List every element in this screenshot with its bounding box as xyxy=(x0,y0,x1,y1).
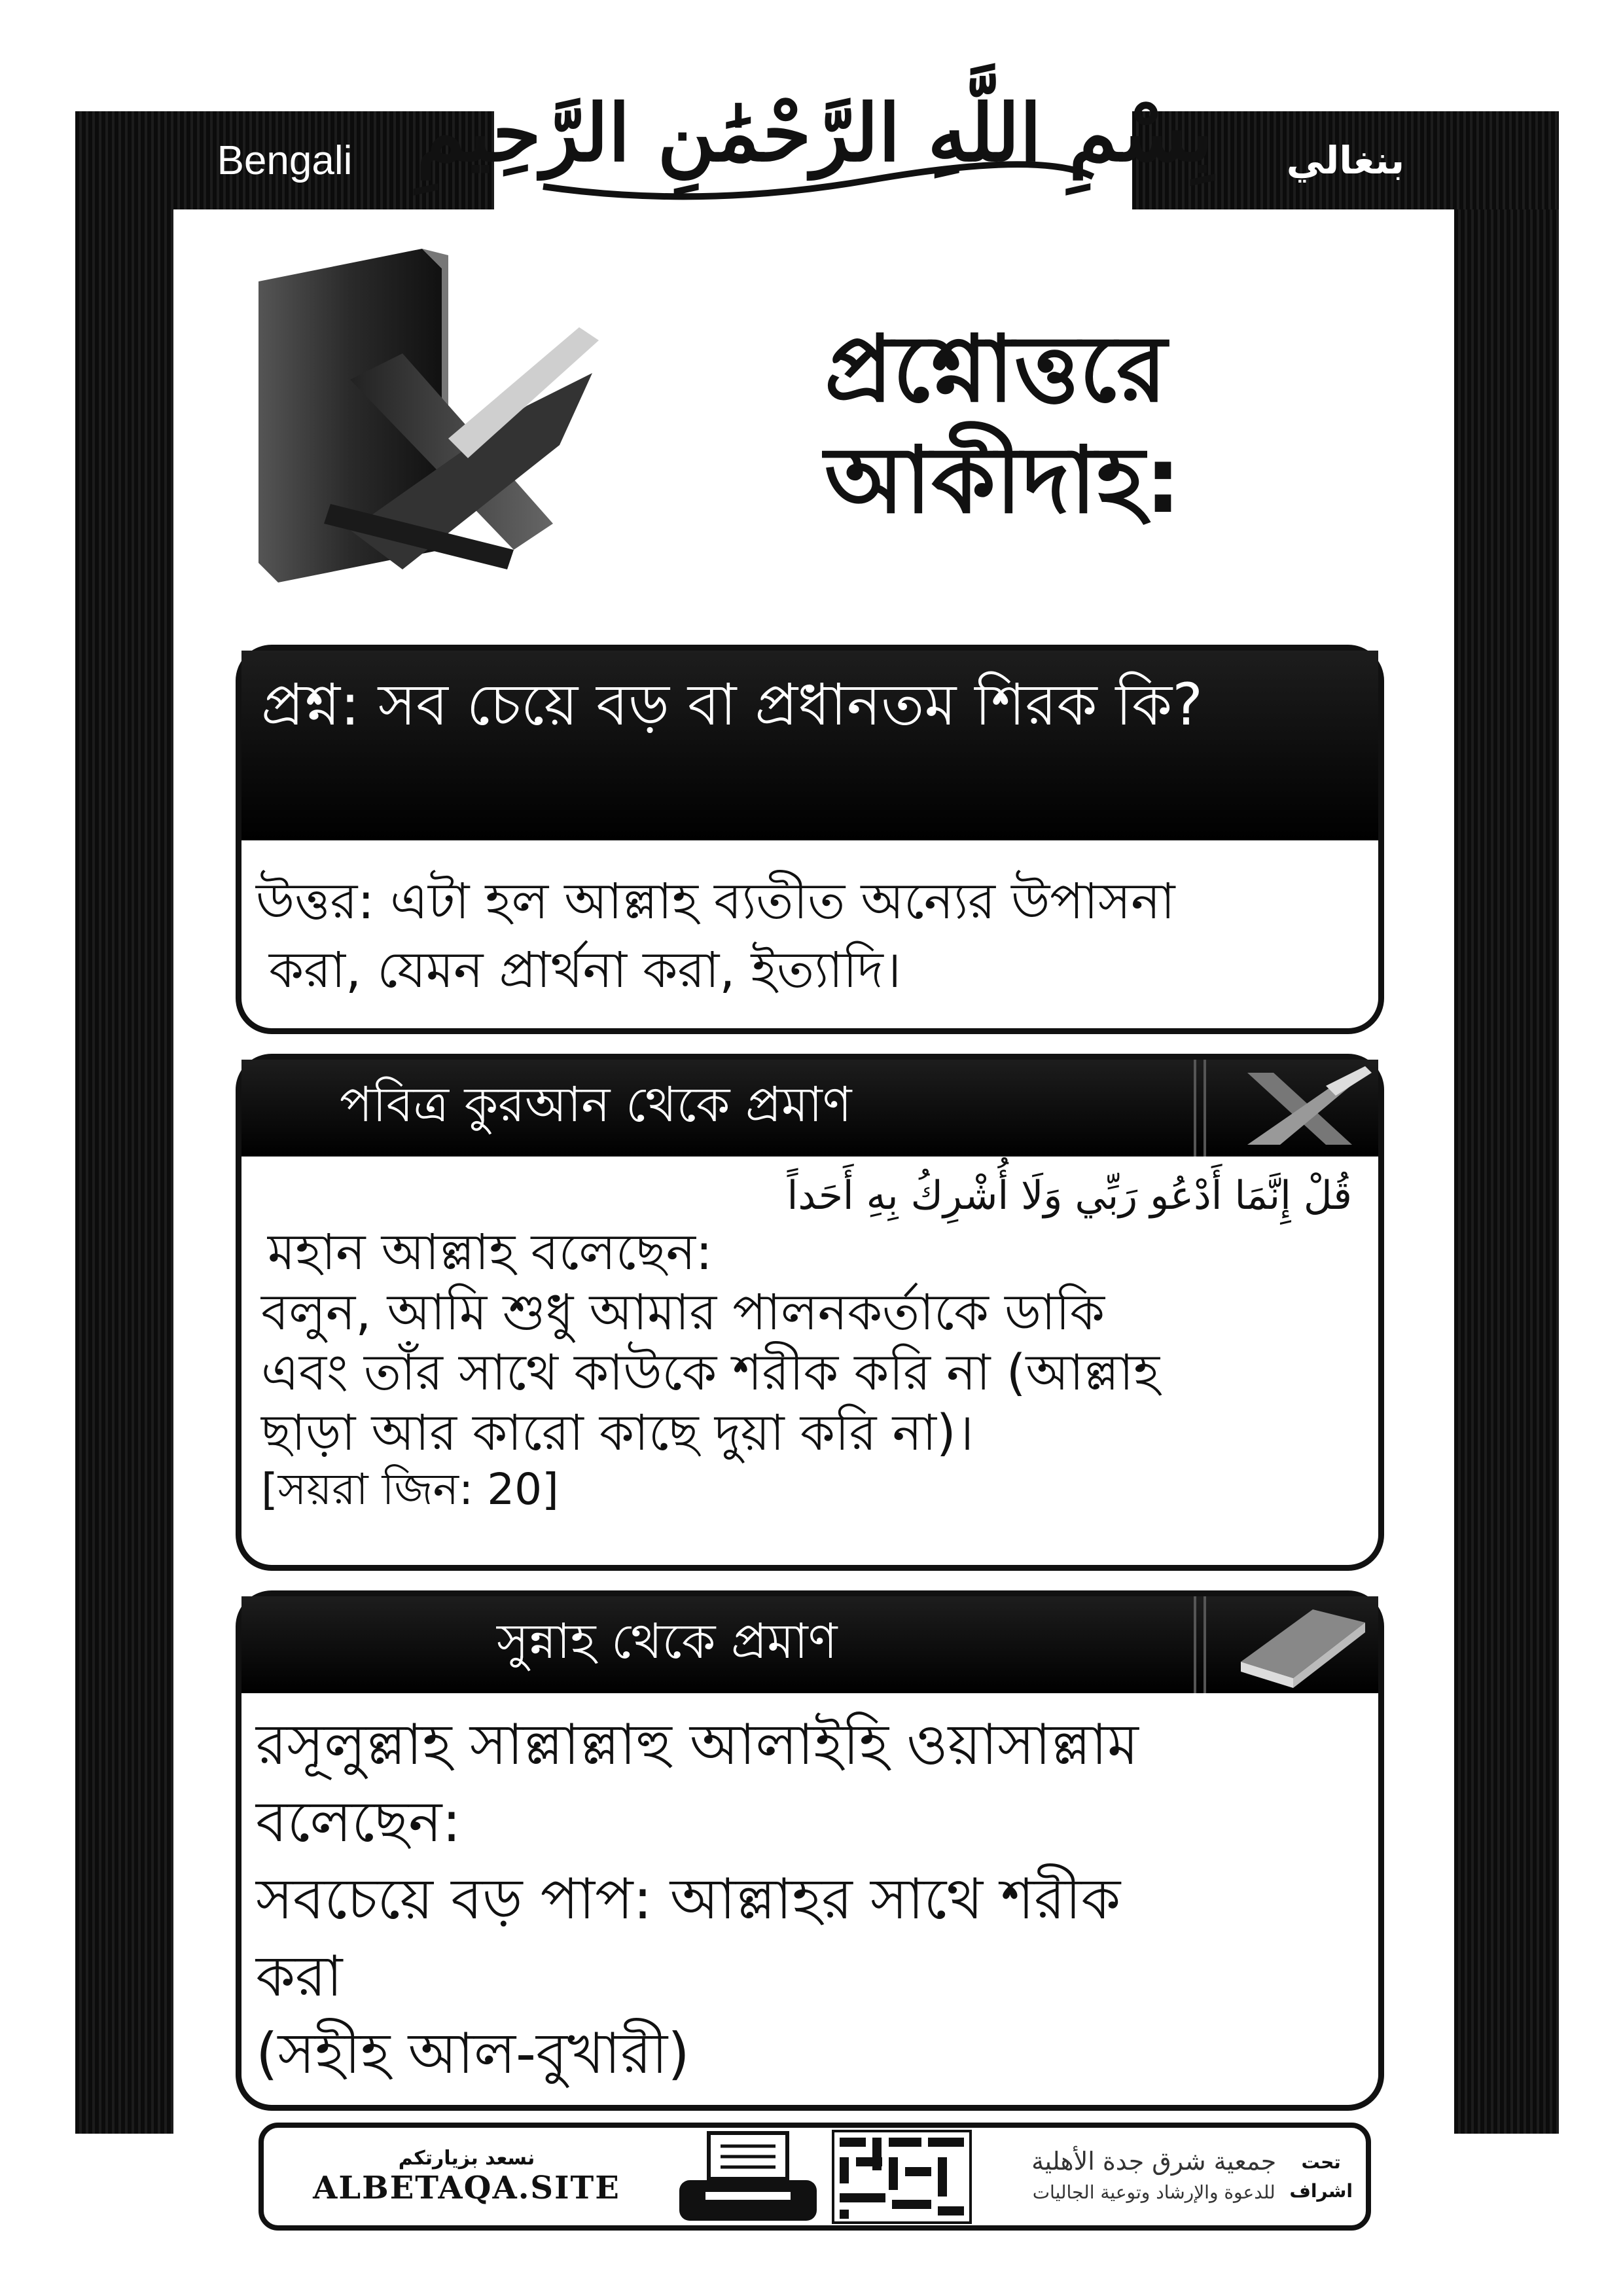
supervision-label xyxy=(1289,2148,1353,2206)
sunnah-line-2: বলেছেন: xyxy=(256,1789,461,1855)
supervision-line-2: اشراف xyxy=(1289,2179,1353,2202)
quran-book-icon xyxy=(252,242,605,596)
footer-bar xyxy=(259,2123,1371,2231)
sunnah-proof-heading: সুন্নাহ থেকে প্রমাণ xyxy=(497,1613,838,1670)
sunnah-proof-card xyxy=(236,1590,1384,2111)
answer-body xyxy=(241,840,1378,1030)
organization-info xyxy=(977,2145,1366,2208)
quran-line-1: মহান আল্লাহ বলেছেন: xyxy=(268,1223,713,1281)
language-tab-arabic: بنغالي xyxy=(1132,111,1559,209)
answer-line-1: উত্তর: এটা হল আল্লাহ ব্যতীত অন্যের উপাসনা xyxy=(256,872,1175,930)
sunnah-line-3: সবচেয়ে বড় পাপ: আল্লাহর সাথে শরীক xyxy=(256,1867,1121,1932)
page-title xyxy=(825,314,1283,537)
sunnah-proof-header xyxy=(241,1596,1378,1693)
quran-line-2: বলুন, আমি শুধু আমার পালনকর্তাকে ডাকি xyxy=(261,1283,1105,1341)
quran-reference: [সয়রা জিন: 20] xyxy=(261,1464,559,1515)
organization-name xyxy=(1031,2145,1276,2208)
title-line-2: আকীদাহ: xyxy=(825,427,1181,534)
site-link[interactable]: ALBETAQA.SITE xyxy=(313,2170,620,2206)
org-line-1: جمعية شرق جدة الأهلية xyxy=(1031,2146,1277,2176)
book-stand-icon xyxy=(1182,1060,1378,1157)
supervision-line-1: تحت xyxy=(1301,2151,1341,2173)
quran-verse-arabic: قُلْ إِنَّمَا أَدْعُو رَبِّي وَلَا أُشْرِكُ بِهِ أَحَداً xyxy=(787,1173,1352,1219)
sunnah-line-4: করা xyxy=(256,1944,343,2009)
visit-text: نسعد بزيارتكم xyxy=(398,2147,535,2170)
quran-line-4: ছাড়া আর কারো কাছে দুয়া করি না)। xyxy=(261,1403,974,1462)
quran-proof-header xyxy=(241,1060,1378,1157)
dawah-logo xyxy=(827,2128,977,2226)
frame-left xyxy=(75,111,173,2134)
question-heading: প্রশ্ন: সব চেয়ে বড় বা প্রধানতম শিরক কি? xyxy=(241,651,1378,840)
sunnah-line-5: (সহীহ আল-বুখারী) xyxy=(256,2021,690,2087)
printer-icon xyxy=(669,2128,827,2226)
basmala-calligraphy xyxy=(416,46,1213,216)
question-card xyxy=(236,645,1384,1034)
quran-proof-heading: পবিত্র কুরআন থেকে প্রমাণ xyxy=(340,1076,852,1133)
closed-book-icon xyxy=(1182,1596,1378,1693)
sunnah-line-1: রসূলুল্লাহ সাল্লাল্লাহু আলাইহি ওয়াসাল্লাম xyxy=(256,1712,1139,1778)
quran-proof-card xyxy=(236,1054,1384,1571)
quran-line-3: এবং তাঁর সাথে কাউকে শরীক করি না (আল্লাহ xyxy=(261,1343,1160,1401)
frame-right xyxy=(1454,111,1559,2134)
title-line-1: প্রশ্নোত্তরে xyxy=(825,316,1167,423)
quran-proof-body xyxy=(241,1170,1378,1516)
answer-line-2: করা, যেমন প্রার্থনা করা, ইত্যাদি। xyxy=(269,941,902,999)
sunnah-proof-body xyxy=(241,1693,1378,2106)
basmala-text: بِسْمِ اللَّهِ الرَّحْمَٰنِ الرَّحِيمِ xyxy=(416,87,1213,179)
org-line-2: للدعوة والإرشاد وتوعية الجاليات xyxy=(1032,2181,1275,2203)
language-tab-english: Bengali xyxy=(75,111,494,209)
footer-site xyxy=(264,2147,669,2206)
